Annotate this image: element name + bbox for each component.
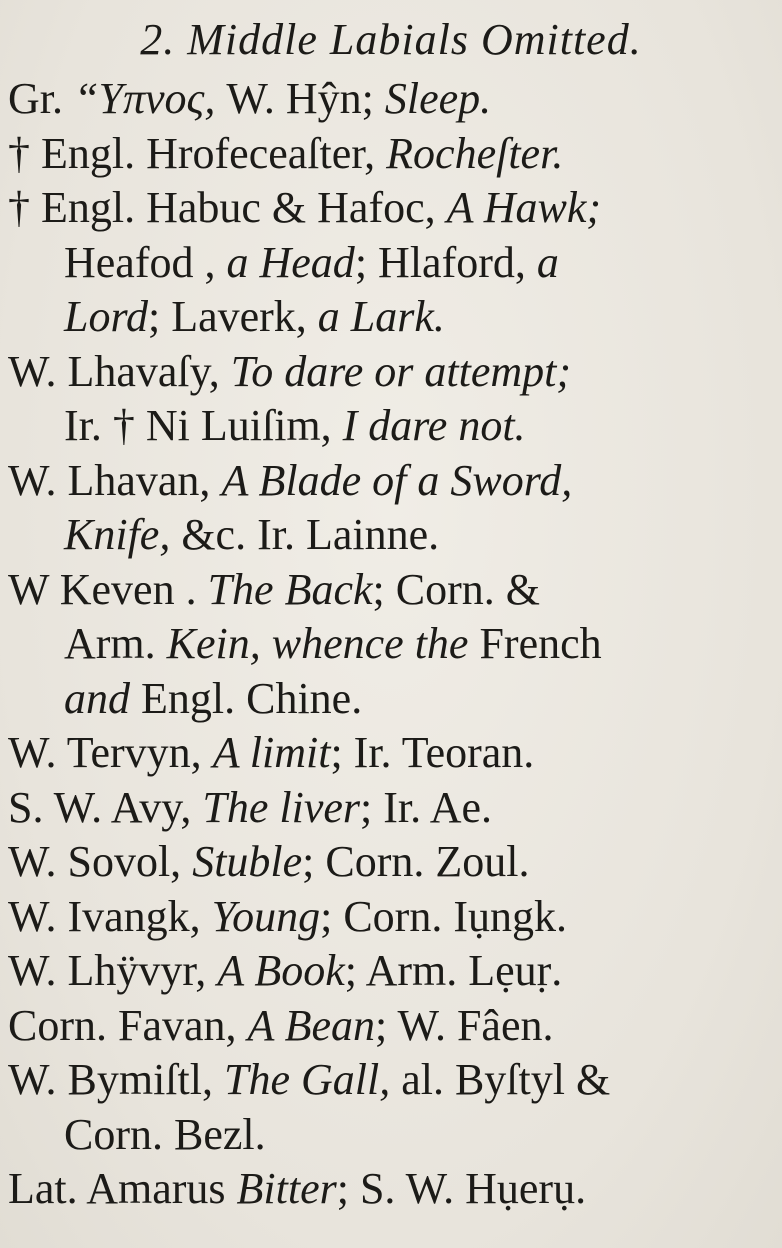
entry-line [8,127,774,181]
entry-line [8,944,774,998]
italic-text: Stuble [192,837,303,886]
entry-line [8,181,774,235]
italic-text: a [536,237,559,287]
entry-continuation-line [8,1108,782,1162]
italic-text: a Head [226,237,355,287]
roman-text: W. Lhÿvyr, [8,946,218,995]
roman-text: &c. Ir. Lainne. [170,510,440,559]
italic-text: The Back [207,564,373,614]
italic-text: Kein, whence the [166,619,469,668]
entry-line [8,563,774,617]
roman-text: W. Tervyn, [8,728,213,777]
italic-text: Sleep. [384,74,492,123]
roman-text: Gr. [8,74,74,123]
entry-continuation-line [8,508,782,562]
entry-continuation-line [8,672,782,726]
entry-line [8,1053,774,1107]
entry-continuation-line [8,236,782,290]
roman-text: Arm. [64,619,167,668]
roman-text: ; Hlaford, [354,237,537,287]
roman-text: Engl. Chine. [130,673,363,723]
roman-text: al. Byſtyl & [390,1055,611,1104]
italic-text: Lord [64,292,148,341]
roman-text: W. Hŷn; [215,74,385,123]
entry-line [8,999,774,1053]
roman-text: ; Ir. Ae. [360,782,493,832]
roman-text: ; W. Fâen. [375,1000,554,1050]
roman-text: † Engl. Habuc & Hafoc, [8,183,447,232]
italic-text: A Blade of a Sword, [221,455,573,505]
italic-text: A Bean [247,1000,376,1050]
roman-text: W. Sovol, [8,837,193,886]
roman-text: ; Ir. Teoran. [330,728,535,777]
roman-text: ; Laverk, [147,292,318,341]
italic-text: A Hawk; [446,183,602,232]
roman-text: Corn. Bezl. [64,1109,266,1159]
italic-text: Young [211,891,321,941]
roman-text: ; Corn. Zoul. [302,837,530,886]
roman-text: Ir. † Ni Luiſim, [64,401,343,450]
italic-text: The Gall, [223,1055,391,1104]
italic-text: and [64,673,130,723]
roman-text: W. Lhavaſy, [8,346,231,396]
entry-line [8,1162,774,1216]
italic-text: I dare not. [342,401,526,450]
roman-text: Lat. Amarus [8,1164,237,1213]
italic-text: Knife, [64,510,171,559]
italic-text: a Lark. [317,292,445,341]
italic-text: The liver [202,782,361,832]
entry-line [8,781,774,835]
entry-line [8,890,774,944]
roman-text: W. Bymiſtl, [8,1055,224,1104]
roman-text: W. Lhavan, [8,455,222,505]
roman-text: W Keven . [8,564,208,614]
entry-continuation-line [8,617,782,671]
italic-text: A limit [212,728,331,777]
entry-continuation-line [8,399,782,453]
entry-line [8,345,774,399]
entry-line [8,454,774,508]
roman-text: ; Arm. Lẹuṛ. [344,946,563,995]
entry-continuation-line [8,290,782,344]
entry-line [8,72,774,126]
entry-line [8,726,774,780]
roman-text: French [468,619,602,668]
entry-line [8,835,774,889]
italic-text: Bitter [236,1164,337,1213]
italic-text: “Υπνος, [74,74,216,123]
italic-text: To dare or attempt; [230,346,572,396]
italic-text: Rocheſter. [386,128,564,178]
roman-text: ; Corn. Iụngk. [320,891,567,941]
roman-text: S. W. Avy, [8,782,203,832]
roman-text: ; S. W. Hụerụ. [336,1164,587,1213]
section-heading: 2. Middle Labials Omitted. [140,15,642,64]
roman-text: W. Ivangk, [8,891,212,941]
roman-text: ; Corn. & [372,564,540,614]
italic-text: A Book [217,946,345,995]
roman-text: Corn. Favan, [8,1000,248,1050]
roman-text: † Engl. Hrofeceaſter, [8,128,387,178]
roman-text: Heafod , [64,237,227,287]
